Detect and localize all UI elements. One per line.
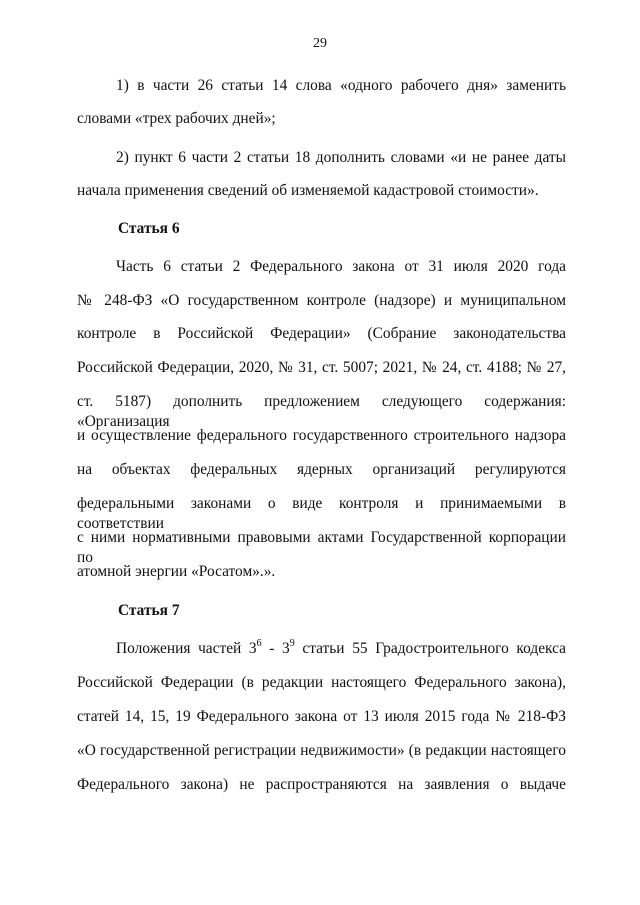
article6-line: федеральными законами о виде контроля и принимаемыми в соответствии	[77, 495, 566, 532]
article7-line1-sup1: 6	[256, 637, 262, 649]
article6-line: атомной энергии «Росатом».».	[77, 563, 276, 580]
article6-line: № 248-ФЗ «О государственном контроле (надзоре) и муниципальном	[77, 292, 566, 309]
para1-line2: словами «трех рабочих дней»;	[77, 110, 276, 127]
article6-line: ст. 5187) дополнить предложением следующего содержания: «Организация	[77, 393, 566, 430]
article7-line1-part-c: статьи 55 Градостроительного кодекса	[294, 640, 566, 657]
article7-line1	[116, 639, 566, 659]
article7-line: статей 14, 15, 19 Федерального закона от 13 июля 2015 года № 218-ФЗ	[77, 708, 566, 725]
page-number: 29	[313, 36, 327, 51]
article7-line: Федерального закона) не распространяются на заявления о выдаче	[77, 776, 566, 793]
para2-line2: начала применения сведений об изменяемой кадастровой стоимости».	[77, 182, 539, 199]
article7-line: Российской Федерации (в редакции настоящего Федерального закона),	[77, 674, 566, 691]
article6-line: и осуществление федерального государственного строительного надзора	[77, 427, 566, 444]
article6-line: Российской Федерации, 2020, № 31, ст. 5007; 2021, № 24, ст. 4188; № 27,	[77, 359, 566, 376]
article7-line1-part-b: - 3	[261, 640, 290, 657]
article7-line1-sup2: 9	[289, 637, 295, 649]
article6-line: на объектах федеральных ядерных организаций регулируются	[77, 461, 566, 478]
article7-line: «О государственной регистрации недвижимости» (в редакции настоящего	[77, 742, 566, 759]
article7-line1-part-a: Положения частей 3	[116, 640, 257, 657]
para2-line1: 2) пункт 6 части 2 статьи 18 дополнить словами «и не ранее даты	[116, 149, 566, 166]
article6-line: Часть 6 статьи 2 Федерального закона от 31 июля 2020 года	[116, 258, 566, 275]
article6-line: контроле в Российской Федерации» (Собрание законодательства	[77, 325, 566, 342]
article7-heading: Статья 7	[118, 602, 180, 619]
article6-line: с ними нормативными правовыми актами Государственной корпорации по	[77, 529, 566, 566]
para1-line1: 1) в части 26 статьи 14 слова «одного рабочего дня» заменить	[116, 77, 566, 94]
article6-heading: Статья 6	[118, 220, 180, 237]
